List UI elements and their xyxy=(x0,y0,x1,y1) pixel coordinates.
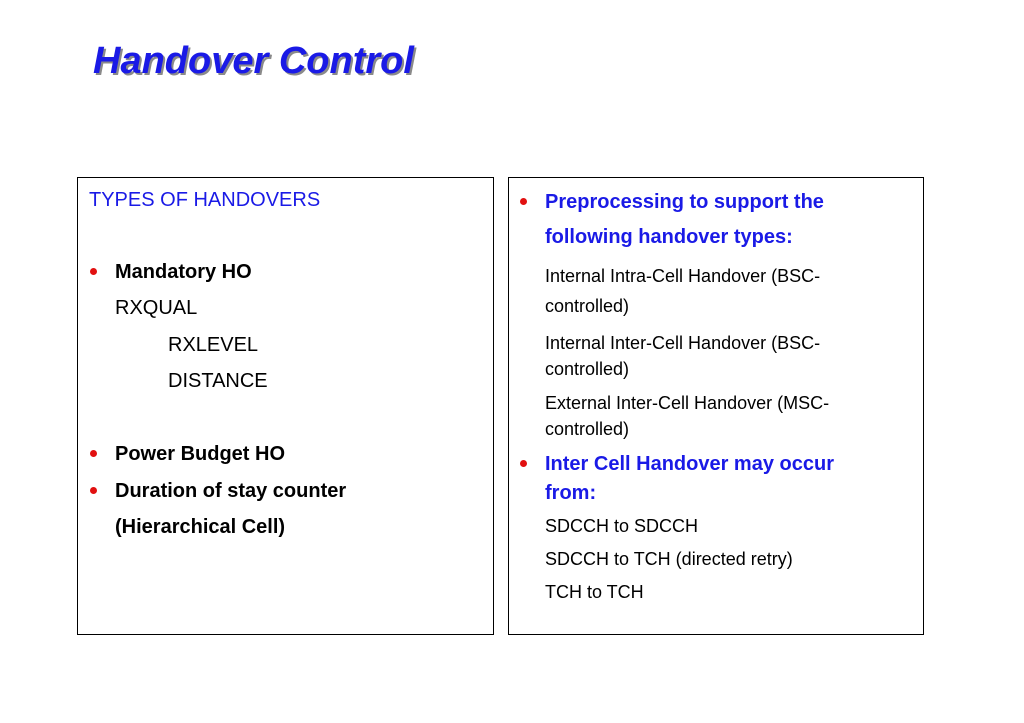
criterion-rxlevel: RXLEVEL xyxy=(168,334,259,356)
handover-type-internal-inter-cell-cont: controlled) xyxy=(545,359,630,379)
transition-tch-tch: TCH to TCH xyxy=(545,582,644,602)
preprocessing-panel xyxy=(508,177,924,635)
handover-type-external-inter-cell-cont: controlled) xyxy=(545,419,630,439)
criterion-distance: DISTANCE xyxy=(168,370,268,392)
transition-sdcch-sdcch: SDCCH to SDCCH xyxy=(545,516,699,536)
bullet-icon xyxy=(520,198,527,205)
power-budget-ho-label: Power Budget HO xyxy=(115,443,286,465)
handover-type-intra-cell-cont: controlled) xyxy=(545,296,630,316)
handover-type-external-inter-cell: External Inter-Cell Handover (MSC- xyxy=(545,393,830,413)
bullet-icon xyxy=(520,460,527,467)
handover-type-internal-inter-cell: Internal Inter-Cell Handover (BSC- xyxy=(545,333,821,353)
panel-heading: TYPES OF HANDOVERS xyxy=(89,189,321,211)
transition-sdcch-tch: SDCCH to TCH (directed retry) xyxy=(545,549,793,569)
preprocessing-heading-line1: Preprocessing to support the xyxy=(545,191,824,213)
mandatory-ho-label: Mandatory HO xyxy=(115,261,252,283)
criterion-rxqual: RXQUAL xyxy=(115,297,198,319)
preprocessing-heading-line2: following handover types: xyxy=(545,226,793,248)
bullet-icon xyxy=(90,487,97,494)
slide-title: Handover Control xyxy=(93,40,414,82)
bullet-icon xyxy=(90,268,97,275)
inter-cell-heading-line1: Inter Cell Handover may occur xyxy=(545,453,834,475)
duration-counter-label: Duration of stay counter xyxy=(115,480,347,502)
hierarchical-cell-label: (Hierarchical Cell) xyxy=(115,516,286,538)
bullet-icon xyxy=(90,450,97,457)
handover-types-panel xyxy=(77,177,494,635)
inter-cell-heading-line2: from: xyxy=(545,482,597,504)
handover-type-intra-cell: Internal Intra-Cell Handover (BSC- xyxy=(545,266,821,286)
